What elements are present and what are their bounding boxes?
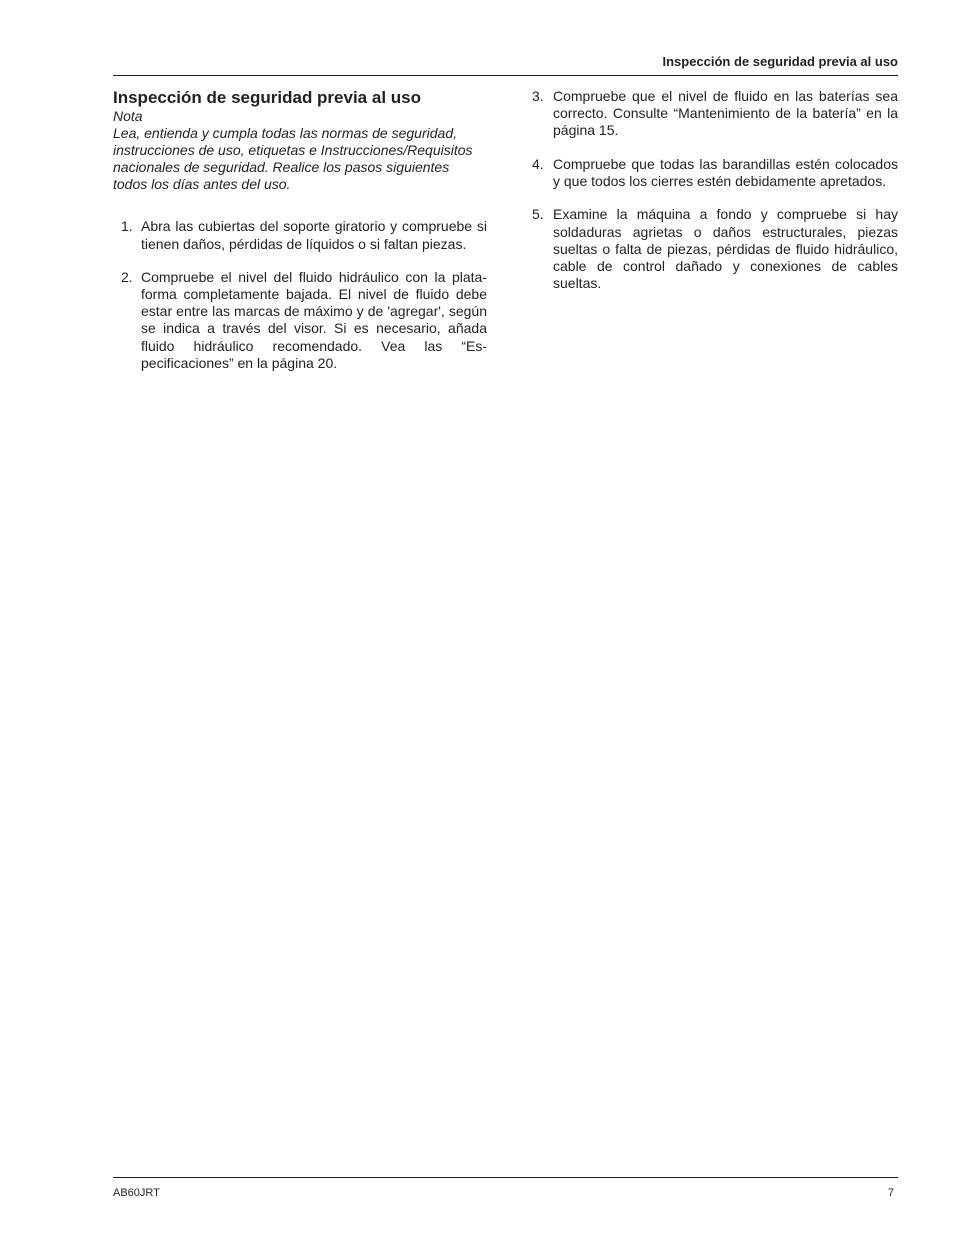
left-column [113, 88, 487, 388]
page-number: 7 [887, 1187, 894, 1199]
step-text: Abra las cubiertas del soporte giratorio y compruebe si tienen daños, pérdidas de líquidos o si faltan piezas. [141, 218, 487, 252]
right-column [525, 88, 898, 308]
step-number: 4. [532, 155, 544, 172]
running-header-title: Inspección de seguridad previa al uso [662, 54, 898, 69]
step-text: Compruebe que el nivel de fluido en las baterías sea correcto. Consulte “Mantenimiento de la batería” en la página 15. [553, 88, 898, 139]
step-item-5 [525, 206, 898, 291]
step-number: 1. [121, 218, 133, 235]
footer-rule [113, 1177, 898, 1178]
step-item-1 [113, 218, 487, 252]
header-rule [113, 75, 898, 76]
steps-list-left [113, 218, 487, 371]
step-item-2 [113, 269, 487, 372]
step-number: 2. [121, 269, 133, 286]
steps-list-right [525, 88, 898, 292]
step-number: 3. [532, 88, 544, 104]
step-text: Compruebe que todas las barandillas estén colocados y que todos los cierres estén debidamente apretados. [553, 155, 898, 189]
step-item-4 [525, 156, 898, 190]
step-number: 5. [532, 206, 544, 223]
step-text: Compruebe el nivel del fluido hidráulico con la plataforma completamente bajada. El nivel de fluido debe estar entre las marcas de máximo y de 'agregar', según se indica a través del visor. Si es necesario, añada fluido hidráulico recomendado. Vea las “Especificaciones” en la página 20. [141, 269, 487, 371]
footer-model: AB60JRT [113, 1187, 160, 1199]
note-text: Lea, entienda y cumpla todas las normas de seguridad, instrucciones de uso, etiquetas e Instrucciones/Requisitos nacionales de seguridad. Realice los pasos siguientes todos los días antes del uso. [113, 125, 473, 193]
section-title: Inspección de seguridad previa al uso [113, 88, 421, 107]
step-item-3 [525, 88, 898, 139]
note-label: Nota [113, 108, 143, 124]
step-text: Examine la máquina a fondo y compruebe si hay soldaduras agrietas o daños estructurales, piezas sueltas o falta de piezas, pérdidas de fluido hidráulico, cable de control dañado y conexiones de cables sueltas. [553, 206, 898, 291]
